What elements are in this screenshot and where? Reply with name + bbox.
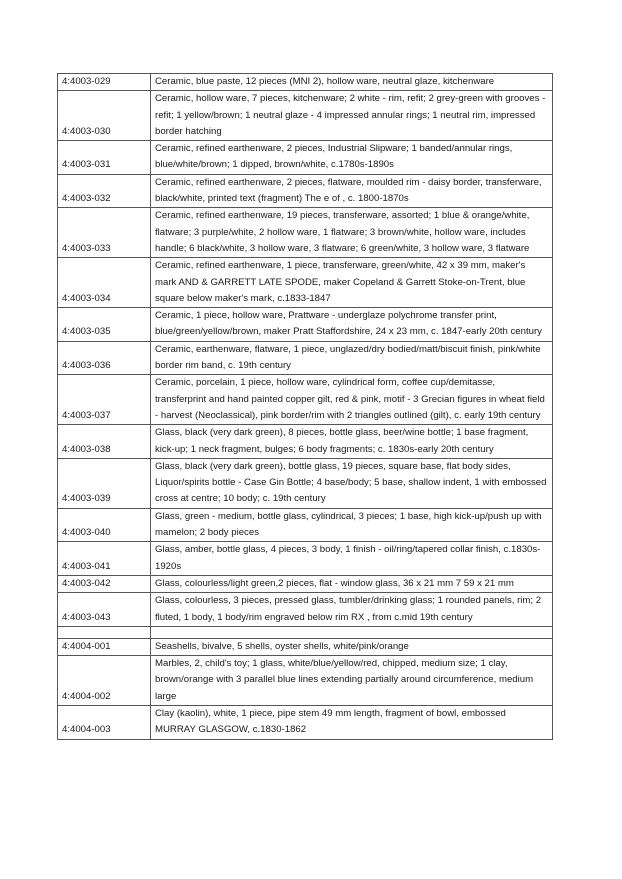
catalog-id-cell: 4:4003-038 (58, 425, 151, 459)
catalog-row (58, 593, 553, 627)
catalog-description-cell: Ceramic, hollow ware, 7 pieces, kitchenware; 2 white - rim, refit; 2 grey-green with grooves - refit; 1 yellow/brown; 1 neutral glaze - 4 impressed annular rings; 1 neutral rim, impressed border hatching (151, 91, 553, 141)
catalog-description-cell: Glass, amber, bottle glass, 4 pieces, 3 body, 1 finish - oil/ring/tapered collar finish, c.1830s-1920s (151, 542, 553, 576)
catalog-row (58, 308, 553, 342)
catalog-row (58, 74, 553, 91)
catalog-row (58, 638, 553, 655)
spacer-row (58, 626, 553, 638)
catalog-row (58, 208, 553, 258)
catalog-description-cell: Glass, black (very dark green), bottle glass, 19 pieces, square base, flat body sides, Liquor/spirits bottle - Case Gin Bottle; 4 base/body; 5 base, shallow indent, 1 with embossed cross at centre; 10 body; c. 19th century (151, 458, 553, 508)
catalog-description-cell: Glass, colourless/light green,2 pieces, flat - window glass, 36 x 21 mm 7 59 x 21 mm (151, 575, 553, 592)
catalog-id-cell: 4:4003-037 (58, 375, 151, 425)
catalog-row (58, 341, 553, 375)
catalog-id-cell: 4:4003-035 (58, 308, 151, 342)
catalog-id-cell: 4:4004-001 (58, 638, 151, 655)
catalog-description-cell: Ceramic, refined earthenware, 2 pieces, flatware, moulded rim - daisy border, transferware, black/white, printed text (fragment) The e of , c. 1800-1870s (151, 174, 553, 208)
catalog-description-cell: Ceramic, earthenware, flatware, 1 piece, unglazed/dry bodied/matt/biscuit finish, pink/white border rim band, c. 19th century (151, 341, 553, 375)
catalog-id-cell: 4:4003-039 (58, 458, 151, 508)
catalog-description-cell: Glass, colourless, 3 pieces, pressed glass, tumbler/drinking glass; 1 rounded panels, rim; 2 fluted, 1 body, 1 body/rim engraved below rim RX , from c.mid 19th century (151, 593, 553, 627)
catalog-row (58, 141, 553, 175)
catalog-row (58, 575, 553, 592)
catalog-description-cell: Ceramic, 1 piece, hollow ware, Prattware - underglaze polychrome transfer print, blue/green/yellow/brown, maker Pratt Staffordshire, 24 x 23 mm, c. 1847-early 20th century (151, 308, 553, 342)
catalog-description-cell: Ceramic, refined earthenware, 1 piece, transferware, green/white, 42 x 39 mm, maker's mark AND & GARRETT LATE SPODE, maker Copeland & Garrett Stoke-on-Trent, blue square below maker's mark, c.1833-1847 (151, 258, 553, 308)
catalog-id-cell: 4:4003-036 (58, 341, 151, 375)
catalog-id-cell: 4:4003-042 (58, 575, 151, 592)
catalog-description-cell: Seashells, bivalve, 5 shells, oyster shells, white/pink/orange (151, 638, 553, 655)
catalog-row (58, 458, 553, 508)
catalog-description-cell: Glass, green - medium, bottle glass, cylindrical, 3 pieces; 1 base, high kick-up/push up with mamelon; 2 body pieces (151, 508, 553, 542)
catalog-description-cell: Ceramic, blue paste, 12 pieces (MNI 2), hollow ware, neutral glaze, kitchenware (151, 74, 553, 91)
catalog-row (58, 375, 553, 425)
catalog-id-cell: 4:4003-033 (58, 208, 151, 258)
catalog-row (58, 705, 553, 739)
catalog-table (57, 73, 553, 740)
catalog-id-cell: 4:4003-029 (58, 74, 151, 91)
catalog-id-cell: 4:4004-003 (58, 705, 151, 739)
catalog-id-cell: 4:4003-031 (58, 141, 151, 175)
catalog-row (58, 174, 553, 208)
catalog-description-cell (151, 626, 553, 638)
catalog-id-cell: 4:4003-043 (58, 593, 151, 627)
catalog-id-cell (58, 626, 151, 638)
catalog-row (58, 656, 553, 706)
catalog-row (58, 542, 553, 576)
catalog-description-cell: Glass, black (very dark green), 8 pieces, bottle glass, beer/wine bottle; 1 base fragment, kick-up; 1 neck fragment, bulges; 6 body fragments; c. 1830s-early 20th century (151, 425, 553, 459)
catalog-id-cell: 4:4004-002 (58, 656, 151, 706)
catalog-id-cell: 4:4003-032 (58, 174, 151, 208)
catalog-description-cell: Ceramic, refined earthenware, 19 pieces, transferware, assorted; 1 blue & orange/white, flatware; 3 purple/white, 2 hollow ware, 1 flatware; 3 brown/white, hollow ware, includes handle; 6 black/white, 3 hollow ware, 3 flatware; 6 green/white, 3 hollow ware, 3 flatware (151, 208, 553, 258)
catalog-id-cell: 4:4003-034 (58, 258, 151, 308)
catalog-description-cell: Clay (kaolin), white, 1 piece, pipe stem 49 mm length, fragment of bowl, embossed MURRAY GLASGOW, c.1830-1862 (151, 705, 553, 739)
catalog-id-cell: 4:4003-040 (58, 508, 151, 542)
catalog-row (58, 425, 553, 459)
catalog-row (58, 91, 553, 141)
catalog-row (58, 508, 553, 542)
catalog-id-cell: 4:4003-030 (58, 91, 151, 141)
catalog-id-cell: 4:4003-041 (58, 542, 151, 576)
catalog-table-body (58, 74, 553, 740)
catalog-row (58, 258, 553, 308)
catalog-description-cell: Marbles, 2, child's toy; 1 glass, white/blue/yellow/red, chipped, medium size; 1 clay, brown/orange with 3 parallel blue lines extending partially around circumference, medium large (151, 656, 553, 706)
catalog-description-cell: Ceramic, refined earthenware, 2 pieces, Industrial Slipware; 1 banded/annular rings, blue/white/brown; 1 dipped, brown/white, c.1780s-1890s (151, 141, 553, 175)
catalog-description-cell: Ceramic, porcelain, 1 piece, hollow ware, cylindrical form, coffee cup/demitasse, transferprint and hand painted copper gilt, red & pink, motif - 3 Grecian figures in wheat field - harvest (Neoclassical), pink border/rim with 2 triangles outlined (gilt), c. early 19th century (151, 375, 553, 425)
